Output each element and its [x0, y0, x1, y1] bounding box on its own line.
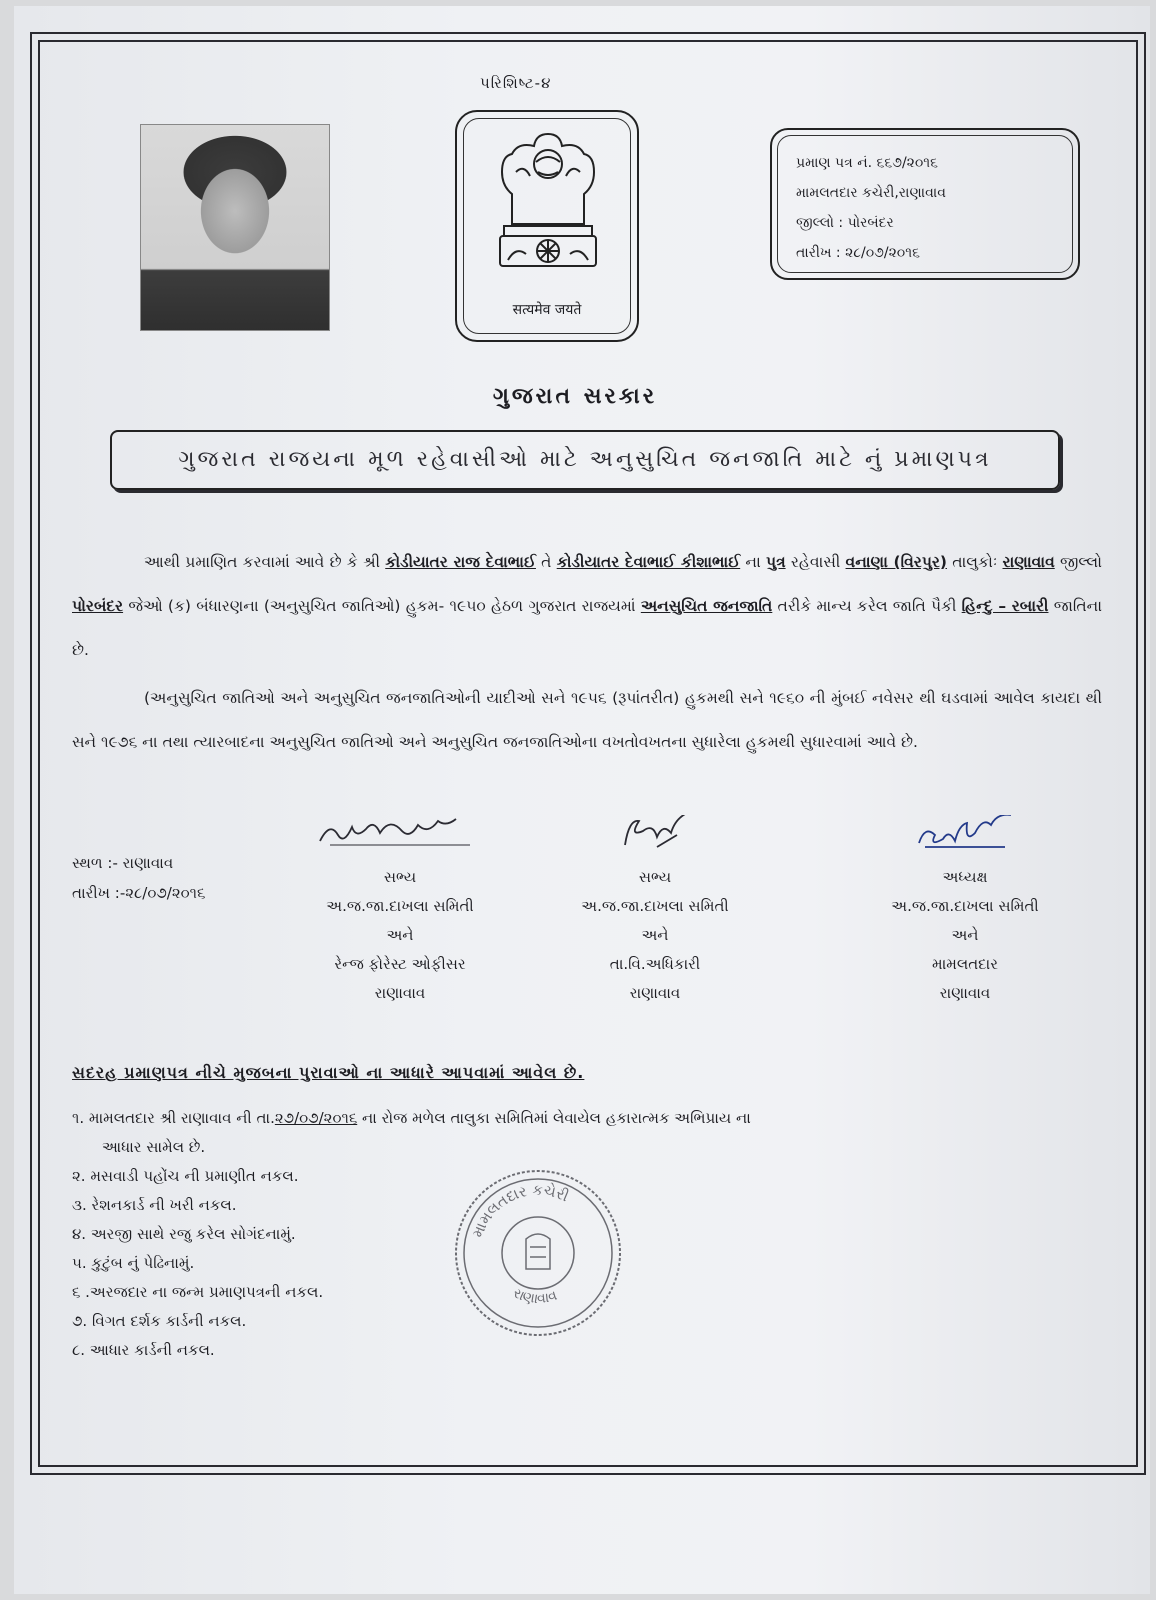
- applicant-photo: [140, 124, 330, 331]
- text-run: જાતિના છે.: [72, 597, 1103, 659]
- legal-note-paragraph: (અનુસુચિત જાતિઓ અને અનુસુચિત જનજાતિઓની યાદીઓ સને ૧૯૫૬ (રૂપાંતરીત) હુકમથી સને ૧૯૬૦ ની મુંબઈ નવેસર થી ઘડવામાં આવેલ કાયદા થી સને ૧૯૭૬ ના તથા ત્યારબાદના અનુસુચિત જાતિઓ અને અનુસુચિત જનજાતિઓના વખતોવખતના સુધારેલા હુકમથી સુધારવામાં આવે છે.: [72, 689, 1102, 751]
- text-run: આથી પ્રમાણિત કરવામાં આવે છે કે શ્રી: [144, 553, 386, 571]
- signatory-1-line3: રેન્જ ફોરેસ્ટ ઓફીસર: [334, 955, 466, 973]
- signatory-3-line4: રાણાવાવ: [939, 984, 991, 1002]
- seal-bottom-text: રાણાવાવ: [510, 1285, 560, 1308]
- emblem-motto: सत्यमेव जयते: [512, 302, 582, 318]
- signatory-1: [290, 815, 510, 1008]
- signatory-2-line3: તા.વિ.અધિકારી: [609, 955, 701, 973]
- certificate-info-box: [770, 128, 1080, 280]
- national-emblem-icon: [478, 122, 618, 297]
- caste: હિન્દુ – રબારી: [961, 597, 1049, 615]
- evidence-item: ૫. કુટુંબ નું પેઢિનામું.: [72, 1254, 195, 1272]
- signatory-2-line1: અ.જ.જા.દાખલા સમિતી: [581, 897, 729, 915]
- signatory-1-line1: અ.જ.જા.દાખલા સમિતી: [326, 897, 474, 915]
- signatory-1-line2: અને: [386, 926, 414, 944]
- district: પોરબંદર: [72, 597, 124, 615]
- signatory-2-line4: રાણાવાવ: [629, 984, 681, 1002]
- signature-1-icon: [310, 815, 490, 853]
- signatory-1-role: સભ્ય: [383, 868, 417, 886]
- signature-3-icon: [895, 815, 1035, 853]
- text-run: ૧. મામલતદાર શ્રી રાણાવાવ ની તા.: [72, 1109, 275, 1127]
- government-heading: ગુજરાત સરકાર: [492, 384, 658, 409]
- seal-top-text: મામલતદાર કચેરી: [468, 1180, 572, 1240]
- evidence-item: ૪. અરજી સાથે રજુ કરેલ સોગંદનામું.: [72, 1225, 296, 1243]
- place-date-block: [72, 848, 205, 908]
- text-run: તરીકે માન્ય કરેલ જાતિ પૈકી: [772, 597, 962, 615]
- text-run: ના રોજ મળેલ તાલુકા સમિતિમાં લેવાયેલ હકારાત્મક અભિપ્રાય ના: [357, 1109, 751, 1127]
- category: અનસુચિત જનજાતિ: [640, 597, 773, 615]
- date-label: તારીખ :-૨૮/૦૭/૨૦૧૬: [72, 884, 206, 902]
- signatory-1-line4: રાણાવાવ: [374, 984, 426, 1002]
- evidence-date: ૨૭/૦૭/૨૦૧૬: [274, 1109, 358, 1127]
- parent-name: કોડીયાતર દેવાભાઈ કીશાભાઈ: [556, 553, 741, 571]
- signatory-2-line2: અને: [641, 926, 669, 944]
- place-label: સ્થળ :- રાણાવાવ: [72, 854, 174, 872]
- signature-2-icon: [595, 815, 715, 853]
- annex-label: પરિશિષ્ટ-૪: [480, 74, 552, 92]
- evidence-item: [72, 1104, 972, 1133]
- signatory-3-line3: મામલતદાર: [932, 955, 998, 973]
- relation: પુત્ર: [766, 553, 786, 571]
- signatory-3-line2: અને: [951, 926, 979, 944]
- svg-text:મામલતદાર કચેરી: [468, 1181, 571, 1240]
- evidence-item: ૨. મસવાડી પહોંચ ની પ્રમાણીત નકલ.: [72, 1167, 299, 1185]
- village: વનાણા (વિરપુર): [845, 553, 947, 571]
- office-seal-icon: [450, 1165, 625, 1340]
- signatory-2-role: સભ્ય: [638, 868, 672, 886]
- district-info: જીલ્લો : પોરબંદર: [796, 215, 894, 231]
- text-run: તાલુકોઃ: [946, 553, 1003, 571]
- certificate-date: તારીખ : ૨૮/૦૭/૨૦૧૬: [796, 245, 920, 261]
- text-run: જેઓ (ક) બંધારણના (અનુસુચિત જાતિઓ) હુકમ- ૧૯૫૦ હેઠળ ગુજરાત રાજયમાં: [123, 597, 641, 615]
- issuing-office: મામલતદાર કચેરી,રાણાવાવ: [796, 185, 946, 201]
- holder-name: કોડીયાતર રાજ દેવાભાઈ: [385, 553, 536, 571]
- text-run: ના: [740, 553, 767, 571]
- signatory-3: [845, 815, 1085, 1008]
- evidence-heading: સદરહ પ્રમાણપત્ર નીચે મુજબના પુરાવાઓ ના આધારે આપવામાં આવેલ છે.: [72, 1063, 585, 1082]
- evidence-item-continuation: આધાર સામેલ છે.: [102, 1138, 206, 1156]
- signatory-3-line1: અ.જ.જા.દાખલા સમિતી: [891, 897, 1039, 915]
- text-run: તે: [535, 553, 557, 571]
- evidence-item: ૩. રેશનકાર્ડ ની ખરી નકલ.: [72, 1196, 237, 1214]
- certification-paragraph: [72, 540, 1102, 672]
- signatory-3-role: અધ્યક્ષ: [942, 868, 988, 886]
- taluka: રાણાવાવ: [1002, 553, 1055, 571]
- evidence-item: ૭. વિગત દર્શક કાર્ડની નકલ.: [72, 1312, 247, 1330]
- text-run: જીલ્લો: [1054, 553, 1103, 571]
- certificate-title: ગુજરાત રાજયના મૂળ રહેવાસીઓ માટે અનુસુચિત જનજાતિ માટે નું પ્રમાણપત્ર: [110, 430, 1060, 490]
- certificate-number: પ્રમાણ પત્ર નં. ૬૬૭/૨૦૧૬: [796, 155, 939, 171]
- signatory-2: [545, 815, 765, 1008]
- evidence-item: ૮. આધાર કાર્ડની નકલ.: [72, 1341, 215, 1359]
- evidence-item: ૬ .અરજદાર ના જન્મ પ્રમાણપત્રની નકલ.: [72, 1283, 324, 1301]
- text-run: રહેવાસી: [785, 553, 846, 571]
